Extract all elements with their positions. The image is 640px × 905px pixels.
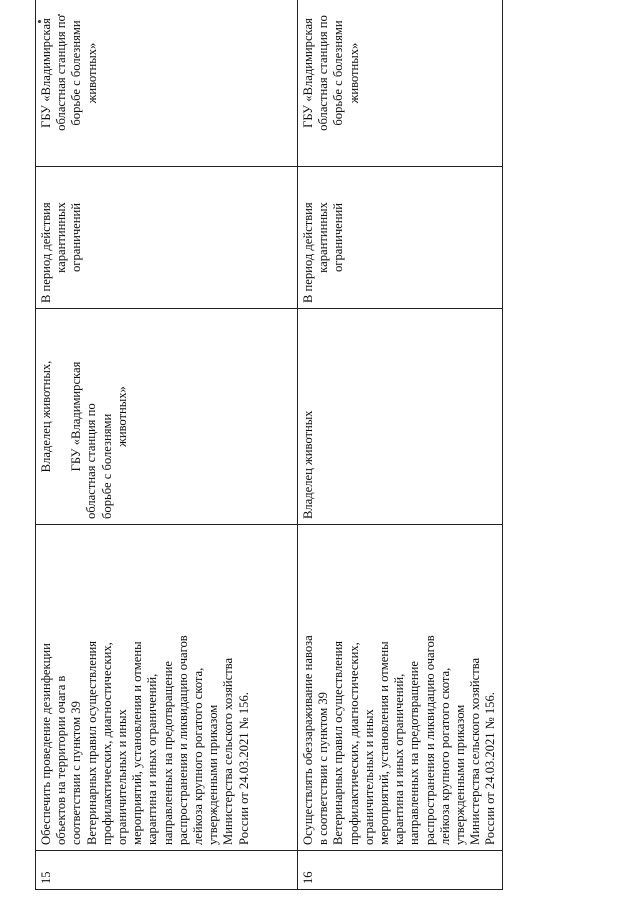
measure-line: распространения и ликвидацию очагов [422,635,437,845]
executor-cell [298,0,503,167]
measure-line: ограничительных и иных [115,709,130,845]
executor-line: животных» [84,42,99,104]
measure-line: Министерства сельского хозяйства [221,657,236,845]
period-line: ограничений [69,203,84,272]
measure-line: ограничительных и иных [361,709,376,845]
measure-line: соответствии с пунктом 39 [69,701,84,845]
measure-line: России от 24.03.2021 № 156. [483,692,498,845]
measure-line: профилактических, диагностических, [346,642,361,845]
responsible-first-line: Владелец животных, [39,360,53,473]
period-line: карантинных [316,202,331,273]
measure-line: России от 24.03.2021 № 156. [236,692,251,845]
executor-line: областная станция по [316,15,331,131]
measure-line: мероприятий, установления и отмены [130,641,145,845]
measure-line: направленных на предотвращение [407,661,422,845]
measure-line: Министерства сельского хозяйства [468,657,483,845]
executor-line: животных» [346,42,361,104]
responsible-line: животных» [114,386,129,447]
executor-cell [36,0,298,167]
executor-line: ГБУ «Владимирская [39,18,53,128]
responsible-cell [36,309,298,525]
row-number-cell: 15 [36,851,298,890]
measure-line: Ветеринарных правил осуществления [84,640,99,845]
measure-line: лейкоза крупного рогатого скота, [191,667,206,845]
responsible-line: областная станция по [84,403,99,519]
measure-line: карантина и иных ограничений, [392,673,407,845]
measure-cell [36,525,298,851]
measure-line: мероприятий, установления и отмены [377,641,392,845]
responsible-line: ГБУ «Владимирская [69,361,84,472]
measures-table [35,0,503,890]
responsible-line: борьбе с болезнями [99,413,114,519]
executor-line: ГБУ «Владимирская [301,18,315,128]
measure-line: профилактических, диагностических, [99,642,114,845]
period-line: карантинных [54,202,69,273]
executor-line: областная станция по [54,15,69,131]
period-line: В период действия [39,202,53,303]
measure-line: утвержденными приказом [206,704,221,845]
responsible-first-line: Владелец животных [301,410,315,519]
measure-line: объектов на территории очага в [54,675,69,845]
responsible-gap [54,314,69,519]
measure-line: лейкоза крупного рогатого скота, [437,667,452,845]
period-cell [298,167,503,309]
rotated-table-container [35,15,498,890]
measure-line: Осуществлять обеззараживание навоза [301,635,315,845]
table-row [36,0,298,890]
row-number-cell: 16 [298,851,503,890]
measure-cell [298,525,503,851]
measure-line: в соответствии с пунктом 39 [316,692,331,845]
period-line: В период действия [301,202,315,303]
responsible-cell [298,309,503,525]
measure-line: Обеспечить проведение дезинфекции [39,643,53,845]
measure-line: распространения и ликвидацию очагов [175,635,190,845]
measure-line: утвержденными приказом [453,704,468,845]
period-cell [36,167,298,309]
executor-line: борьбе с болезнями [69,20,84,126]
executor-line: борьбе с болезнями [331,20,346,126]
measure-line: карантина и иных ограничений, [145,673,160,845]
period-line: ограничений [331,203,346,272]
measure-line: направленных на предотвращение [160,661,175,845]
measure-line: Ветеринарных правил осуществления [331,640,346,845]
table-row [298,0,503,890]
